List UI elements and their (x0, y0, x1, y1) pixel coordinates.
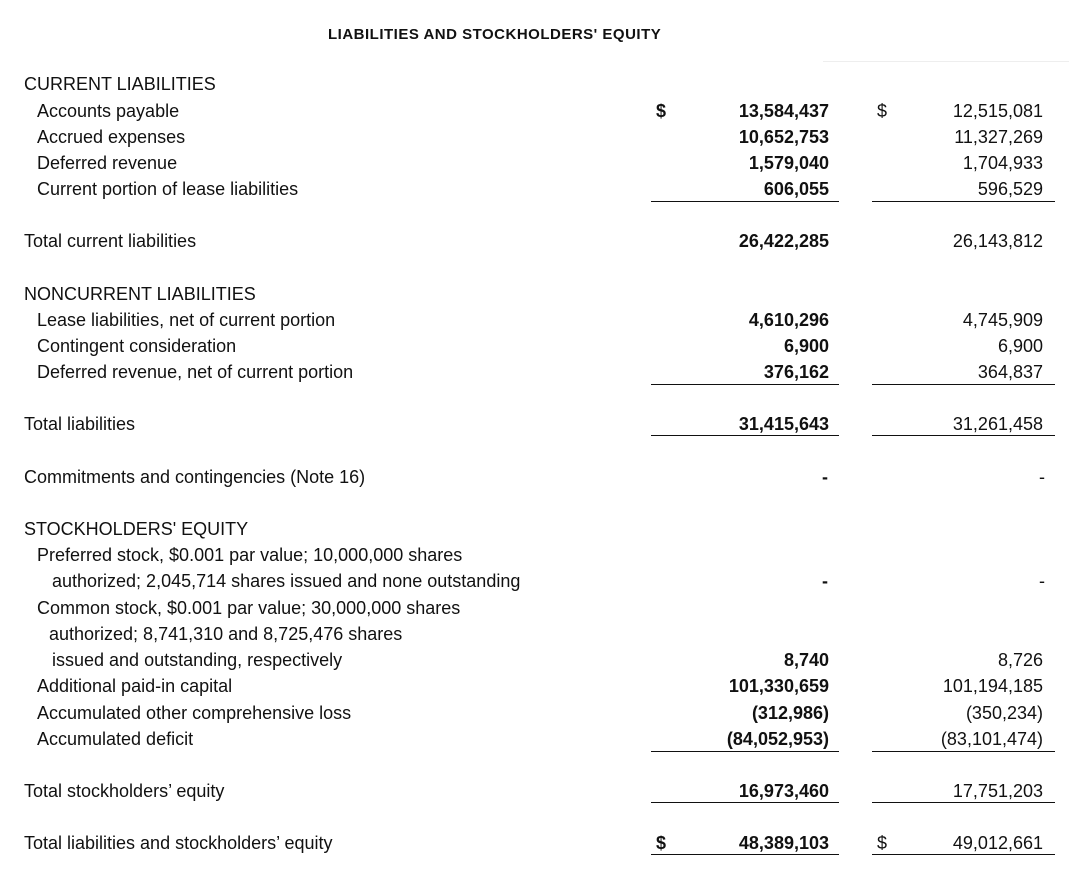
row-deferred-revenue (0, 150, 1069, 176)
value-col2: 1,704,933 (962, 153, 1043, 173)
section-header-stockholders-equity (0, 516, 1069, 542)
row-label: authorized; 2,045,714 shares issued and none outstanding (52, 571, 521, 591)
row-additional-paid-in-capital (0, 673, 1069, 699)
value-col2: - (1039, 467, 1045, 487)
value-col1: 6,900 (783, 336, 829, 356)
row-label: Commitments and contingencies (Note 16) (24, 467, 366, 487)
row-label: Current portion of lease liabilities (37, 179, 299, 199)
row-label: Accrued expenses (37, 127, 186, 147)
value-col2: 6,900 (997, 336, 1043, 356)
value-col1: (312,986) (751, 703, 829, 723)
value-col2: 49,012,661 (952, 833, 1043, 853)
subtotal-underline-col2 (872, 384, 1055, 385)
top-divider (823, 61, 1069, 62)
row-label: issued and outstanding, respectively (52, 650, 343, 670)
value-col2: 31,261,458 (952, 414, 1043, 434)
row-label: Total stockholders’ equity (24, 781, 225, 801)
subtotal-underline-col1 (651, 751, 839, 752)
row-deferred-revenue-noncurrent (0, 359, 1069, 385)
value-col2: - (1039, 571, 1045, 591)
row-preferred-stock-line2 (0, 568, 1069, 594)
row-label: Accounts payable (37, 101, 180, 121)
grand-total-underline-col2 (872, 854, 1055, 855)
total-underline-col2 (872, 435, 1055, 436)
value-col1: 8,740 (783, 650, 829, 670)
subtotal-underline-col1 (651, 201, 839, 202)
value-col1: 26,422,285 (738, 231, 829, 251)
value-col1: 101,330,659 (728, 676, 829, 696)
value-col1: (84,052,953) (726, 729, 829, 749)
subtotal-underline-col2 (872, 201, 1055, 202)
row-common-stock-line3 (0, 647, 1069, 673)
row-label: Deferred revenue (37, 153, 178, 173)
row-label: Accumulated deficit (37, 729, 194, 749)
row-label: Preferred stock, $0.001 par value; 10,000,000 shares (37, 545, 463, 565)
subtotal-underline-col2 (872, 751, 1055, 752)
value-col2: (83,101,474) (940, 729, 1043, 749)
value-col1: 16,973,460 (738, 781, 829, 801)
value-col1: 10,652,753 (738, 127, 829, 147)
row-total-liabilities (0, 411, 1069, 437)
row-common-stock-line1 (0, 595, 1069, 621)
row-commitments (0, 464, 1069, 490)
dollar-sign-col2: $ (876, 833, 887, 853)
row-label: authorized; 8,741,310 and 8,725,476 shares (49, 624, 403, 644)
row-total-liabilities-and-equity (0, 830, 1069, 856)
value-col2: 101,194,185 (942, 676, 1043, 696)
row-label: Lease liabilities, net of current portion (37, 310, 336, 330)
value-col2: 11,327,269 (954, 127, 1043, 147)
row-preferred-stock-line1 (0, 542, 1069, 568)
row-accumulated-other-comprehensive-loss (0, 700, 1069, 726)
row-label: Deferred revenue, net of current portion (37, 362, 354, 382)
value-col2: 26,143,812 (952, 231, 1043, 251)
value-col2: 12,515,081 (952, 101, 1043, 121)
row-label: Total liabilities and stockholders’ equity (24, 833, 333, 853)
value-col2: 17,751,203 (952, 781, 1043, 801)
row-contingent-consideration (0, 333, 1069, 359)
row-label: Accumulated other comprehensive loss (37, 703, 352, 723)
value-col2: 596,529 (977, 179, 1043, 199)
value-col1: 4,610,296 (748, 310, 829, 330)
total-underline-col1 (651, 435, 839, 436)
row-total-stockholders-equity (0, 778, 1069, 804)
section-header-noncurrent-liabilities (0, 281, 1069, 307)
subtotal-underline-col1 (651, 384, 839, 385)
row-label: STOCKHOLDERS' EQUITY (24, 519, 249, 539)
dollar-sign-col1: $ (655, 101, 666, 121)
section-header-current-liabilities (0, 71, 1069, 97)
value-col2: (350,234) (965, 703, 1043, 723)
row-current-lease-liabilities (0, 176, 1069, 202)
value-col1: - (822, 467, 828, 487)
row-label: Total liabilities (24, 414, 136, 434)
statement-title: LIABILITIES AND STOCKHOLDERS' EQUITY (328, 26, 662, 43)
value-col2: 8,726 (997, 650, 1043, 670)
row-label: CURRENT LIABILITIES (24, 74, 216, 94)
value-col1: - (822, 571, 828, 591)
row-label: Common stock, $0.001 par value; 30,000,000 shares (37, 598, 461, 618)
value-col1: 376,162 (763, 362, 829, 382)
grand-total-underline-col1 (651, 854, 839, 855)
row-label: Additional paid-in capital (37, 676, 233, 696)
row-accumulated-deficit (0, 726, 1069, 752)
value-col1: 606,055 (763, 179, 829, 199)
value-col2: 364,837 (977, 362, 1043, 382)
row-accounts-payable (0, 98, 1069, 124)
total-underline-col2 (872, 802, 1055, 803)
total-underline-col1 (651, 802, 839, 803)
row-label: Total current liabilities (24, 231, 197, 251)
value-col1: 13,584,437 (738, 101, 829, 121)
value-col1: 1,579,040 (748, 153, 829, 173)
row-accrued-expenses (0, 124, 1069, 150)
row-label: Contingent consideration (37, 336, 237, 356)
row-label: NONCURRENT LIABILITIES (24, 284, 256, 304)
row-common-stock-line2 (0, 621, 1069, 647)
value-col1: 31,415,643 (738, 414, 829, 434)
row-lease-liabilities-noncurrent (0, 307, 1069, 333)
value-col2: 4,745,909 (962, 310, 1043, 330)
row-total-current-liabilities (0, 228, 1069, 254)
dollar-sign-col1: $ (655, 833, 666, 853)
value-col1: 48,389,103 (738, 833, 829, 853)
dollar-sign-col2: $ (876, 101, 887, 121)
